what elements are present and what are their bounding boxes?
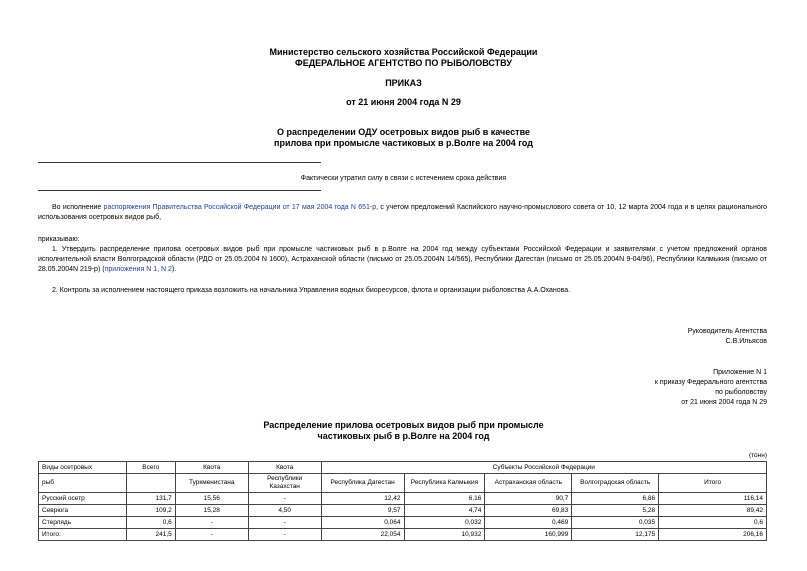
appendix-line-3: по рыболовству: [715, 389, 767, 396]
row-dagestan: 9,57: [321, 505, 404, 517]
row-volgograd: 12,175: [572, 529, 659, 541]
table-row: [39, 505, 767, 517]
document-title-line-1: О распределении ОДУ осетровых видов рыб в качестве: [277, 127, 530, 137]
order-word: приказываю:: [38, 236, 80, 243]
ministry-name: Министерство сельского хозяйства Российской Федерации: [269, 47, 538, 57]
header-sum: Итого: [659, 474, 767, 493]
item-2-paragraph: 2. Контроль за исполнением настоящего приказа возложить на начальника Управления водных биоресурсов, флота и организации рыболовства А.А.Оханова.: [52, 287, 571, 294]
header-quota-tm: Туркменистана: [175, 474, 248, 493]
row-astrakhan: 0,469: [485, 517, 572, 529]
header-total-empty: [126, 474, 175, 493]
agency-name: ФЕДЕРАЛЬНОЕ АГЕНТСТВО ПО РЫБОЛОВСТВУ: [295, 58, 512, 68]
row-quota-tm: -: [175, 517, 248, 529]
item-1-end: ).: [171, 266, 177, 273]
allocation-table: [38, 461, 767, 541]
row-dagestan: 22,054: [321, 529, 404, 541]
header-subjects: Субъекты Российской Федерации: [321, 462, 766, 474]
header-astrakhan: Астраханская область: [485, 474, 572, 493]
row-astrakhan: 160,999: [485, 529, 572, 541]
row-species: Русский осетр: [39, 493, 127, 505]
header-quota-kz: Республики Казахстан: [248, 474, 321, 493]
status-note: Фактически утратил силу в связи с истечением срока действия: [300, 175, 507, 182]
government-order-link[interactable]: распоряжения Правительства Российской Федерации от 17 мая 2004 года N 651-р: [103, 204, 377, 211]
document-date-number: от 21 июня 2004 года N 29: [346, 97, 461, 107]
table-header-row-1: [39, 462, 767, 474]
item-1-text: 1. Утвердить распределение прилова осетровых видов рыб при промысле частиковых рыб в р.Волге на 2004 год между субъектами Российской Федерации и заявителями с учетом предложений органов исполнительной власти Волгоградской области (РДО от 25.05.2004 N 1600), Астраханской области (письмо от 25.05.2004N 14/565), Республики Дагестан (письмо от 25.05.2004N 9-04/96), Республики Калмыкия (письмо от 28.05.2004N 219-р) (: [38, 246, 767, 273]
header-quota-label-kz: Квота: [248, 462, 321, 474]
appendix-line-2: к приказу Федерального агентства: [654, 379, 767, 386]
row-quota-kz: -: [248, 493, 321, 505]
table-row-total: [39, 529, 767, 541]
header-dagestan: Республика Дагестан: [321, 474, 404, 493]
preamble-paragraph: [38, 203, 767, 223]
table-header-row-2: [39, 474, 767, 493]
header-total: Всего: [126, 462, 175, 474]
row-volgograd: 0,035: [572, 517, 659, 529]
row-kalmykia: 0,032: [404, 517, 485, 529]
row-species: Стерлядь: [39, 517, 127, 529]
row-volgograd: 5,28: [572, 505, 659, 517]
row-quota-kz: -: [248, 517, 321, 529]
signature-name: С.В.Ильясов: [725, 338, 767, 345]
row-kalmykia: 6,16: [404, 493, 485, 505]
row-sum: 0,6: [659, 517, 767, 529]
item-1-paragraph: [38, 245, 767, 275]
table-row: [39, 517, 767, 529]
row-sum: 89,42: [659, 505, 767, 517]
row-astrakhan: 90,7: [485, 493, 572, 505]
row-kalmykia: 4,74: [404, 505, 485, 517]
table-title-line-1: Распределение прилова осетровых видов рыб при промысле: [263, 420, 544, 430]
divider-bottom: [38, 190, 321, 191]
appendix-line-4: от 21 июня 2004 года N 29: [681, 399, 767, 406]
signature-position: Руководитель Агентства: [687, 328, 767, 335]
row-sum: 116,14: [659, 493, 767, 505]
row-sum: 206,16: [659, 529, 767, 541]
row-volgograd: 6,86: [572, 493, 659, 505]
preamble-prefix: Во исполнение: [52, 204, 104, 211]
row-dagestan: 12,42: [321, 493, 404, 505]
row-total: 0,6: [126, 517, 175, 529]
header-kalmykia: Республика Калмыкия: [404, 474, 485, 493]
row-total: 241,5: [126, 529, 175, 541]
divider-top: [38, 162, 321, 163]
row-quota-kz: 4,50: [248, 505, 321, 517]
appendix-link[interactable]: приложения N 1, N 2: [104, 266, 172, 273]
row-quota-tm: 15,28: [175, 505, 248, 517]
row-species: Севрюга: [39, 505, 127, 517]
row-species: Итого:: [39, 529, 127, 541]
table-row: [39, 493, 767, 505]
row-total: 131,7: [126, 493, 175, 505]
row-quota-tm: -: [175, 529, 248, 541]
document-type: ПРИКАЗ: [385, 78, 422, 88]
row-kalmykia: 10,932: [404, 529, 485, 541]
row-quota-kz: -: [248, 529, 321, 541]
row-dagestan: 0,064: [321, 517, 404, 529]
row-total: 109,2: [126, 505, 175, 517]
header-species-1: Виды осетровых: [39, 462, 127, 474]
row-astrakhan: 69,83: [485, 505, 572, 517]
header-species-2: рыб: [39, 474, 127, 493]
document-title-line-2: прилова при промысле частиковых в р.Волге на 2004 год: [274, 138, 533, 148]
row-quota-tm: 15,56: [175, 493, 248, 505]
header-volgograd: Волгоградская область: [572, 474, 659, 493]
units-label: (тонн): [748, 452, 767, 459]
appendix-line-1: Приложение N 1: [713, 369, 767, 376]
preamble-suffix: , с учетом предложений Каспийского научно-промыслового совета от 10, 12 марта 2004 года и в целях рационального использования осетровых видов рыб,: [38, 204, 768, 221]
table-title-line-2: частиковых рыб в р.Волге на 2004 год: [317, 431, 490, 441]
header-quota-label-tm: Квота: [175, 462, 248, 474]
